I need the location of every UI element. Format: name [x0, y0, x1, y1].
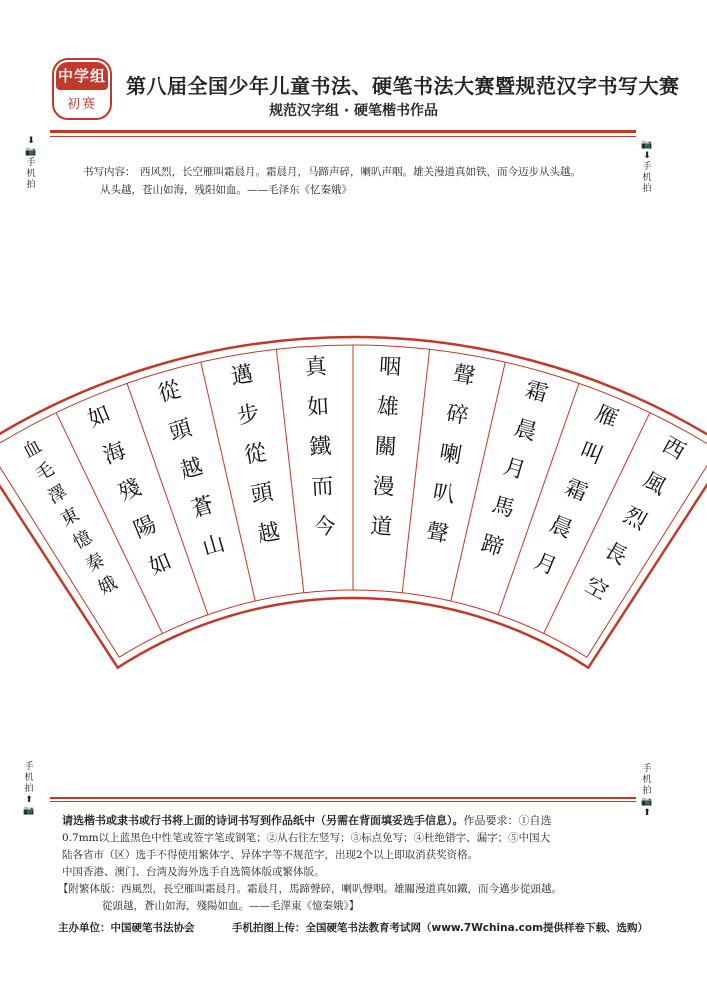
fan-character: 憶 — [69, 526, 96, 554]
fan-character: 雁 — [591, 401, 622, 433]
fan-character: 晨 — [545, 512, 576, 544]
camera-icon: 📷⬇ — [641, 140, 653, 161]
page-title: 第八届全国少年儿童书法、硬笔书法大赛暨规范汉字书写大赛 — [126, 74, 680, 98]
fan-character: 西 — [657, 432, 690, 466]
fan-character: 月 — [530, 548, 561, 581]
fan-character: 今 — [313, 514, 337, 541]
fan-character: 叫 — [576, 438, 607, 470]
fan-character: 澤 — [44, 481, 71, 509]
fan-character: 娥 — [94, 572, 121, 600]
camera-mark-top-right: 📷⬇ 手 机 拍 — [638, 140, 656, 195]
fan-character: 漫 — [371, 474, 396, 501]
fan-divider — [201, 362, 255, 601]
footer-rule-thin — [50, 801, 636, 802]
traditional-version-line-2: 從頭越，蒼山如海，殘陽如血。——毛澤東《憶秦娥》】 — [102, 900, 360, 912]
fan-character: 如 — [306, 394, 330, 421]
badge-group-label: 中学组 — [56, 62, 108, 90]
fan-character: 聲 — [424, 519, 451, 548]
fan-character: 東 — [57, 503, 84, 531]
camera-icon: ⬆📷 — [23, 795, 35, 816]
fan-character: 喇 — [437, 440, 464, 469]
fan-character: 步 — [235, 401, 262, 430]
fan-character: 空 — [580, 572, 612, 606]
requirements-line-2: 陆各省市（区）选手不得使用繁体字、异体字等不规范字，出现2个以上即取消获奖资格。 — [62, 849, 479, 861]
camera-icon: 📷⬆ — [641, 797, 653, 818]
fan-character: 蒼 — [188, 492, 217, 523]
upload-info-text: 手机拍图上传：全国硬笔书法教育考试网（www.7Wchina.com提供样卷下载、选购） — [232, 922, 649, 934]
fan-character: 叭 — [430, 479, 457, 509]
fan-character: 雄 — [376, 394, 400, 421]
camera-icon: ⬇📷 — [25, 136, 37, 157]
fan-character: 真 — [304, 354, 328, 381]
fan-character: 越 — [177, 454, 206, 485]
fan-character: 血 — [19, 435, 46, 463]
fan-character: 馬 — [489, 492, 518, 523]
camera-mark-bottom-left: 手 机 拍 ⬆📷 — [20, 762, 38, 817]
content-line-1: 西风烈，长空雁叫霜晨月。霜晨月，马蹄声碎，喇叭声咽。雄关漫道真如铁，而今迈步从头越。 — [140, 166, 581, 178]
footer-rule-thick — [50, 797, 636, 799]
fan-character: 陽 — [130, 512, 161, 544]
camera-mark-top-left: ⬇📷 手 机 拍 — [22, 136, 40, 191]
fan-divider — [451, 362, 505, 601]
fan-character: 而 — [310, 474, 335, 501]
page-subtitle: 规范汉字组 · 硬笔楷书作品 — [268, 103, 439, 119]
fan-character: 咽 — [378, 354, 402, 381]
fan-frame — [0, 337, 707, 668]
fan-character: 如 — [145, 548, 176, 581]
fan-divider — [402, 349, 429, 592]
requirements-line-1: 0.7mm以上蓝黑色中性笔或签字笔或钢笔；②从右往左竖写；③标点免写；④杜绝错字、漏字；⑤中国大 — [62, 832, 551, 844]
fan-character: 聲 — [451, 361, 477, 391]
fan-character: 霜 — [561, 475, 591, 507]
fan-character: 頭 — [166, 415, 195, 446]
fan-character: 蹄 — [478, 531, 507, 562]
fan-character: 長 — [599, 537, 632, 571]
fan-character: 碎 — [444, 401, 471, 430]
fan-character: 海 — [99, 438, 130, 470]
fan-character: 殘 — [115, 475, 145, 507]
fan-character: 秦 — [82, 549, 109, 577]
fan-character: 山 — [199, 531, 228, 562]
fan-character: 邁 — [229, 361, 255, 391]
camera-mark-bottom-right: 手 机 拍 📷⬆ — [638, 764, 656, 819]
fan-character: 晨 — [511, 415, 540, 446]
fan-character: 毛 — [32, 458, 58, 486]
fan-character: 越 — [255, 519, 282, 548]
badge-round-label: 初赛 — [66, 97, 97, 112]
organizer-text: 主办单位：中国硬笔书法协会 — [58, 922, 195, 934]
requirements-title: 请选楷书或隶书或行书将上面的诗词书写到作品纸中（另需在背面填妥选手信息）。作品要求：①自选 — [62, 814, 552, 827]
fan-character: 道 — [369, 514, 393, 541]
content-label: 书写内容： — [83, 166, 136, 178]
fan-character: 月 — [500, 454, 529, 485]
requirements-line-3: 中国香港、澳门、台湾及海外选手自选简体版或繁体版。 — [62, 866, 325, 878]
fan-character: 從 — [155, 377, 184, 408]
content-line-2: 从头越，苍山如海，残阳如血。——毛泽东《忆秦娥》 — [100, 184, 352, 196]
fan-character: 鐵 — [308, 434, 333, 461]
fan-character: 霜 — [522, 377, 551, 408]
fan-character: 頭 — [249, 479, 276, 509]
fan-character: 風 — [638, 467, 670, 501]
fan-divider — [276, 349, 303, 592]
traditional-version-line-1: 【附繁体版：西風烈，長空雁叫霜晨月。霜晨月，馬蹄聲碎，喇叭聲咽。雄關漫道真如鐵，而今邁步從頭越。 — [58, 883, 562, 895]
fan-character: 烈 — [619, 502, 651, 536]
fan-character: 如 — [84, 401, 115, 433]
fan-character: 從 — [242, 440, 269, 469]
fan-character: 關 — [373, 434, 398, 461]
